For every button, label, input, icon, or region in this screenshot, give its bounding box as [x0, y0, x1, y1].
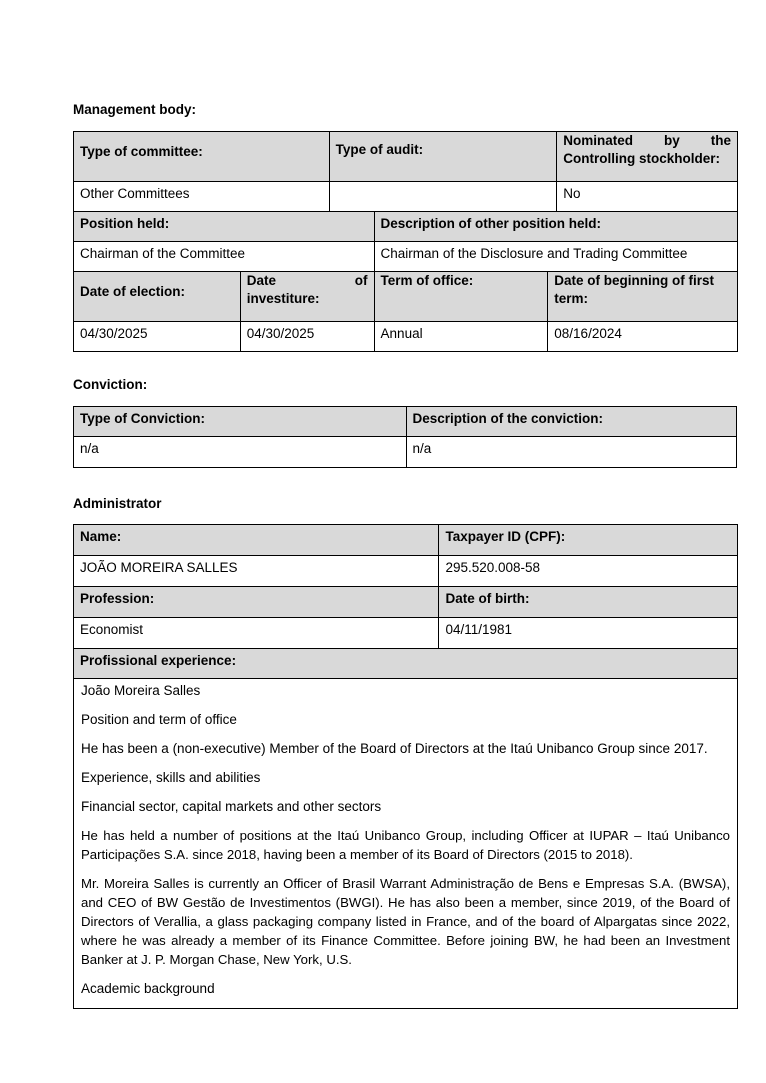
- nominated-label: [556, 132, 737, 181]
- administrator-table: [73, 524, 738, 1009]
- election-label: Date of election:: [74, 272, 240, 321]
- experience-body: [74, 678, 737, 1008]
- type-committee-label: Type of committee:: [74, 132, 329, 181]
- investiture-value: 04/30/2025: [240, 322, 374, 351]
- management-heading: Management body:: [73, 102, 197, 117]
- nominated-label-line1: Nominated by the: [563, 133, 731, 148]
- first-term-label-line2: term:: [554, 291, 589, 306]
- cpf-value: 295.520.008-58: [438, 556, 737, 586]
- experience-paragraph: He has held a number of positions at the Itaú Unibanco Group, including Officer at IUPAR – Itaú Unibanco Participações S.A. since 2018, having been a member of its Board of Directors (2015 to 2018).: [81, 828, 730, 862]
- first-term-label-line1: Date of beginning of first: [554, 273, 715, 288]
- position-label: Position held:: [74, 212, 374, 241]
- conviction-type-value: n/a: [80, 441, 99, 456]
- term-value: Annual: [374, 322, 548, 351]
- experience-paragraph: Academic background: [81, 981, 215, 996]
- other-position-label: Description of other position held:: [374, 212, 737, 241]
- type-committee-value: Other Committees: [80, 186, 190, 201]
- nominated-label-line2: Controlling stockholder:: [563, 151, 721, 166]
- experience-paragraph: João Moreira Salles: [81, 683, 201, 698]
- first-term-label: [547, 272, 737, 321]
- conviction-desc-label: Description of the conviction:: [406, 407, 737, 436]
- investiture-label: [240, 272, 374, 321]
- experience-paragraph: He has been a (non-executive) Member of the Board of Directors at the Itaú Unibanco Group since 2017.: [81, 741, 708, 756]
- investiture-label-line1: Date of: [246, 273, 368, 288]
- experience-paragraph: Financial sector, capital markets and other sectors: [81, 799, 382, 814]
- name-value: JOÃO MOREIRA SALLES: [80, 560, 238, 575]
- dob-value: 04/11/1981: [438, 618, 737, 648]
- name-label: Name:: [74, 525, 438, 555]
- experience-paragraph: Experience, skills and abilities: [81, 770, 261, 785]
- conviction-type-label: Type of Conviction:: [74, 407, 406, 436]
- experience-label: Profissional experience:: [74, 649, 737, 678]
- experience-paragraph: Position and term of office: [81, 712, 237, 727]
- conviction-heading: Conviction:: [73, 377, 148, 392]
- cpf-label: Taxpayer ID (CPF):: [438, 525, 737, 555]
- conviction-desc-value: n/a: [406, 437, 737, 467]
- other-position-value: Chairman of the Disclosure and Trading Committee: [374, 242, 737, 271]
- nominated-value: No: [556, 182, 737, 211]
- profession-value: Economist: [80, 622, 144, 637]
- experience-paragraph: Mr. Moreira Salles is currently an Officer of Brasil Warrant Administração de Bens e Empresas S.A. (BWSA), and CEO of BW Gestão de Investimentos (BWGI). He has also been a member, since 2019, of the Board of Directors of Verallia, a glass packaging company listed in France, and of the board of Alpargatas since 2022, where he was already a member of its Finance Committee. Before joining BW, he had been an Investment Banker at J. P. Morgan Chase, New York, U.S.: [81, 876, 730, 967]
- type-audit-value: [329, 182, 557, 211]
- profession-label: Profession:: [74, 587, 438, 617]
- term-label: Term of office:: [374, 272, 548, 321]
- administrator-heading: Administrator: [73, 496, 162, 511]
- first-term-value: 08/16/2024: [547, 322, 737, 351]
- type-audit-label: Type of audit:: [329, 132, 557, 181]
- election-value: 04/30/2025: [80, 326, 148, 341]
- dob-label: Date of birth:: [438, 587, 737, 617]
- investiture-label-line2: investiture:: [246, 291, 320, 306]
- management-table: [73, 131, 738, 352]
- conviction-table: [73, 406, 737, 468]
- position-value: Chairman of the Committee: [80, 246, 246, 261]
